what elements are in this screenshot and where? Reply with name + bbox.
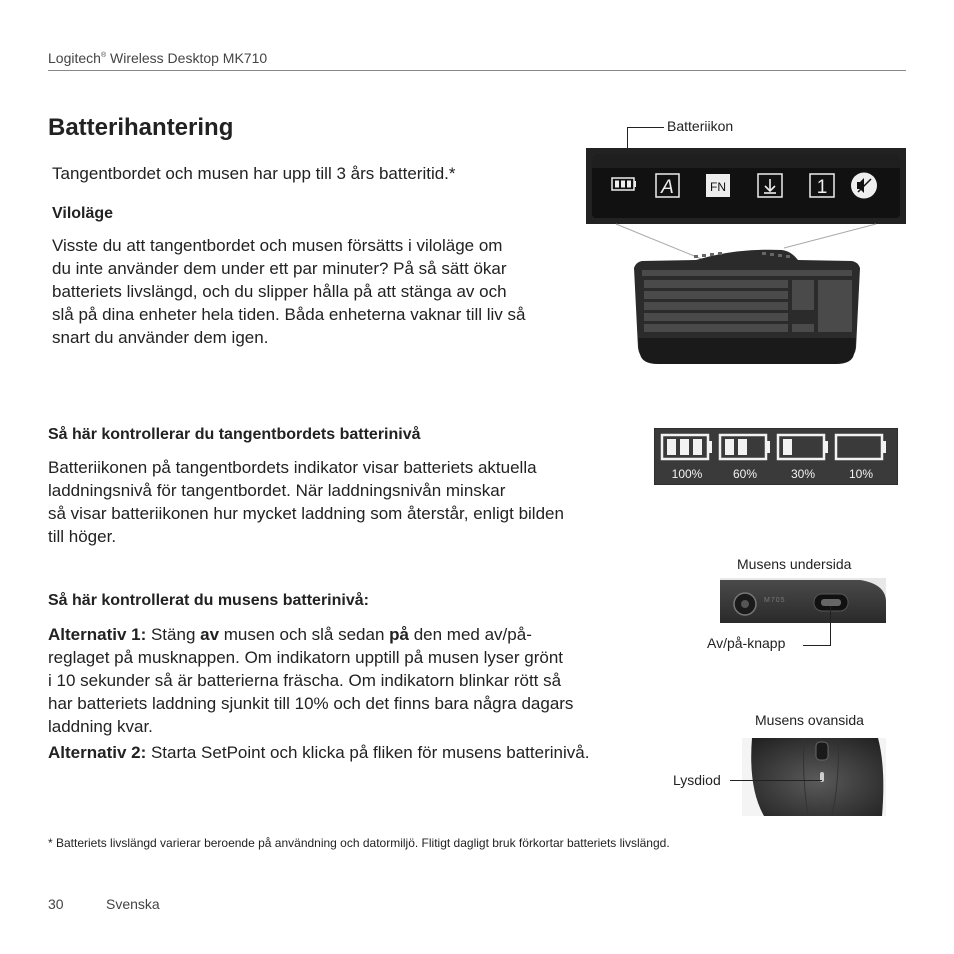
footnote: * Batteriets livslängd varierar beroende på användning och datormiljö. Flitigt dagligt bruk förkortar batteriets livslängd. <box>48 836 670 850</box>
intro-text: Tangentbordet och musen har upp till 3 års batteritid.* <box>52 164 456 183</box>
mute-icon <box>851 173 877 199</box>
mouse-model-label: M705 <box>764 597 786 604</box>
battery-terminal <box>708 441 712 453</box>
alt1-label: Alternativ 1: <box>48 625 147 644</box>
page-language: Svenska <box>106 896 160 912</box>
battery-bar <box>783 439 792 455</box>
fn-lock-icon <box>706 174 730 197</box>
battery-level-label: 10% <box>848 467 874 481</box>
alt2-label: Alternativ 2: <box>48 743 147 762</box>
product-name: Wireless Desktop MK710 <box>110 50 268 66</box>
mouse-top-image <box>742 738 886 816</box>
keyboard-illustration <box>586 148 906 380</box>
alternative-1-paragraph <box>48 623 668 764</box>
header-rule <box>48 70 906 71</box>
alt1-text: Stäng <box>146 625 201 644</box>
registered-mark: ® <box>100 52 107 59</box>
keyboard-battery-paragraph <box>48 456 648 548</box>
sleep-line: du inte använder dem under ett par minuter? På så sätt ökar <box>52 259 507 278</box>
battery-icon-callout: Batteriikon <box>667 118 734 134</box>
sleep-paragraph <box>52 234 592 349</box>
battery-level-label: 30% <box>790 467 816 481</box>
battery-terminal <box>882 441 886 453</box>
kb-line: Batteriikonen på tangentbordets indikator visar batteriets aktuella <box>48 458 537 477</box>
mouse-bottom-image <box>720 578 886 623</box>
scroll-wheel-icon <box>816 742 828 760</box>
sleep-line: slå på dina enheter hela tiden. Båda enheterna vaknar till liv så <box>52 305 526 324</box>
battery-bar <box>738 439 747 455</box>
alt1-bold-on: på <box>389 625 409 644</box>
battery-terminal <box>824 441 828 453</box>
sleep-line: Visste du att tangentbordet och musen försätts i viloläge om <box>52 236 503 255</box>
brand-name: Logitech <box>48 50 101 66</box>
alt1-line: laddning kvar. <box>48 717 153 736</box>
num-key-label: 1 <box>816 177 828 198</box>
alt1-line: reglaget på musknappen. Om indikatorn upptill på musen lyser grönt <box>48 648 564 667</box>
alt1-line: har batteriets laddning sjunkit till 10% och det finns bara några dagars <box>48 694 574 713</box>
alt1-text: den med av/på- <box>409 625 532 644</box>
sleep-heading: Viloläge <box>52 205 114 222</box>
alternative-2-paragraph <box>48 741 668 764</box>
fn-key-label: FN <box>710 180 726 194</box>
mouse-battery-heading: Så här kontrollerat du musens batterinivå: <box>48 592 369 609</box>
mouse-bottom-caption: Musens undersida <box>737 556 852 572</box>
sleep-line: snart du använder dem igen. <box>52 328 269 347</box>
battery-level-label: 100% <box>671 467 703 481</box>
battery-terminal <box>766 441 770 453</box>
power-switch-callout: Av/på-knapp <box>707 635 786 651</box>
callout-line <box>830 606 831 646</box>
kb-line: till höger. <box>48 527 117 546</box>
running-header <box>48 50 267 66</box>
battery-bar <box>667 439 676 455</box>
alt2-text: Starta SetPoint och klicka på fliken för musens batterinivå. <box>146 743 590 762</box>
page-number: 30 <box>48 896 64 912</box>
battery-levels-panel <box>654 428 898 485</box>
battery-bar <box>680 439 689 455</box>
battery-bar <box>693 439 702 455</box>
callout-line <box>803 645 831 646</box>
mouse-top-caption: Musens ovansida <box>755 712 864 728</box>
caps-key-letter: A <box>661 177 674 198</box>
alt1-text: musen och slå sedan <box>219 625 390 644</box>
kb-line: så visar batteriikonen hur mycket laddning som återstår, enligt bilden <box>48 504 564 523</box>
alt1-bold-off: av <box>200 625 220 644</box>
led-callout: Lysdiod <box>673 772 721 788</box>
page-title: Batterihantering <box>48 114 234 141</box>
kb-line: laddningsnivå för tangentbordet. När laddningsnivån minskar <box>48 481 506 500</box>
battery-bar <box>725 439 734 455</box>
alt1-line: i 10 sekunder så är batterierna fräscha. Om indikatorn blinkar rött så <box>48 671 562 690</box>
callout-line <box>730 780 822 781</box>
battery-level-label: 60% <box>732 467 758 481</box>
keyboard-battery-heading: Så här kontrollerar du tangentbordets batterinivå <box>48 426 421 443</box>
callout-line <box>627 127 664 128</box>
sleep-line: batteriets livslängd, och du slipper hålla på att stänga av och <box>52 282 507 301</box>
alt1-first-line <box>48 623 668 646</box>
